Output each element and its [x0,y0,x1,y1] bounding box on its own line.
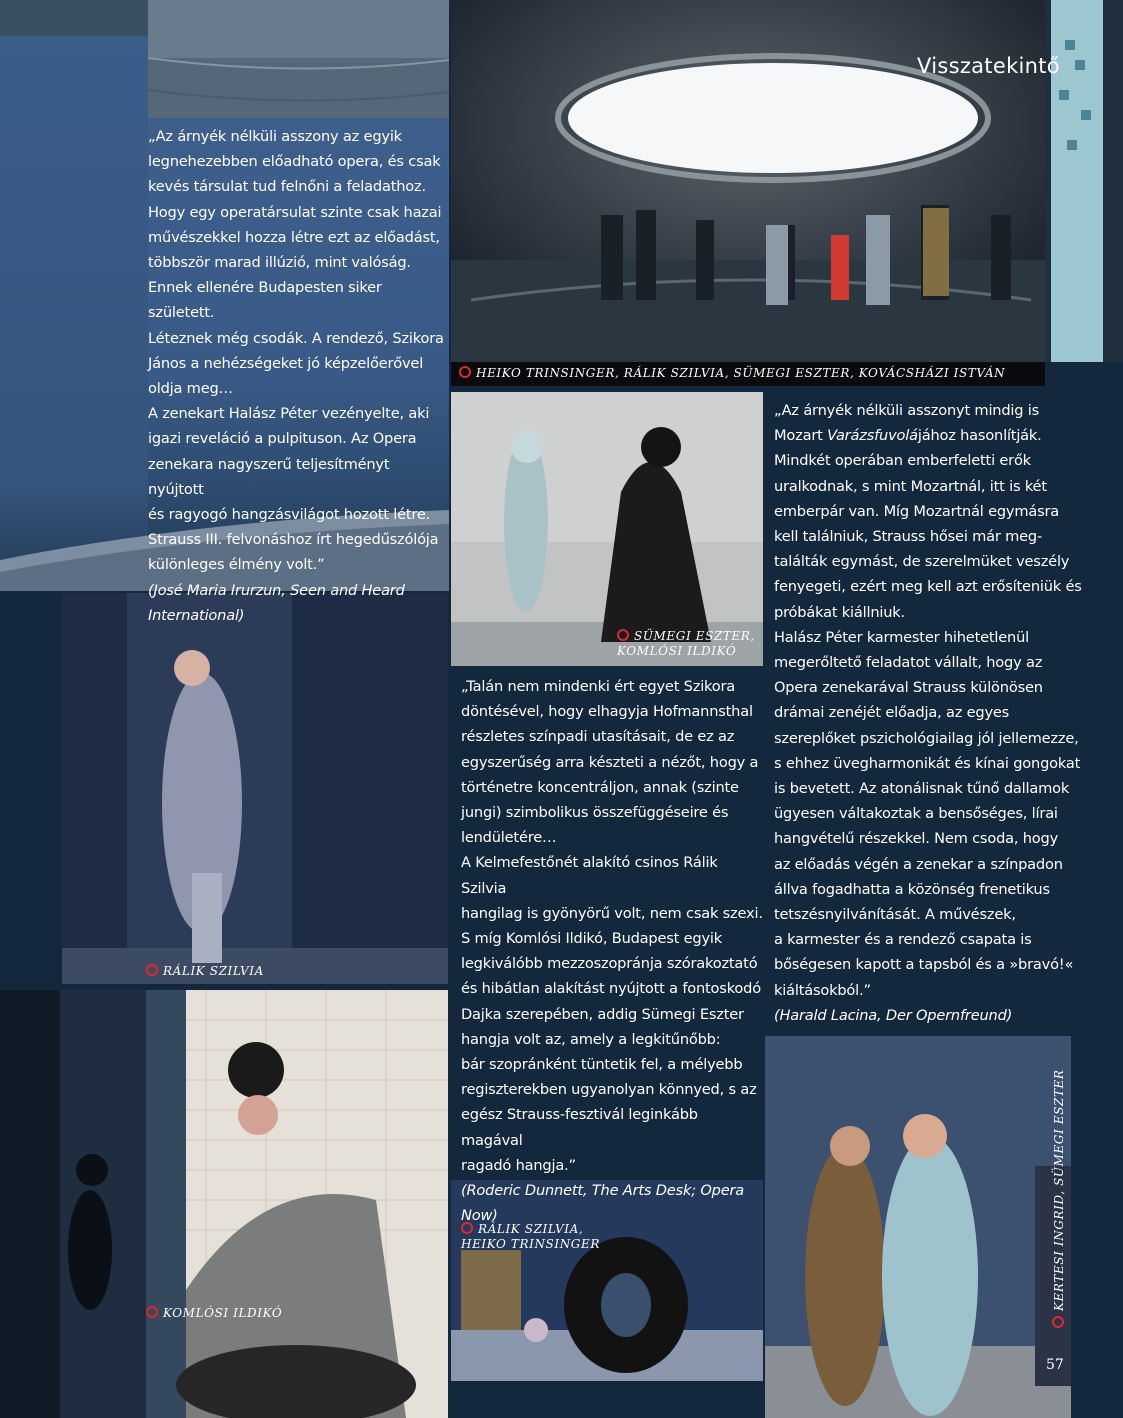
quote-line: s ehhez üvegharmonikát és kínai gongokat [774,754,1081,772]
caption-line: HEIKO TRINSINGER [461,1237,600,1251]
quote-line: Strauss III. felvonáshoz írt hegedűszólója [148,531,439,549]
photo-kertesi-sumegi [765,1036,1071,1418]
quote-line: S míg Komlósi Ildikó, Budapest egyik [461,930,723,948]
caption-text: SÜMEGI ESZTER, [634,629,755,643]
caption-bullet-icon [459,366,471,378]
quote-line: Opera zenekarával Strauss különösen [774,679,1043,697]
quote-line: uralkodnak, s mint Mozartnál, itt is két [774,477,1047,495]
caption-kertesi-sumegi [1052,1069,1067,1328]
photo-komlosi-ildiko [146,990,448,1418]
quote-line-with-title [774,423,1094,448]
quote-source: (José Maria Irurzun, Seen and Heard [148,581,405,599]
quote-line: Hogy egy operatársulat szinte csak hazai [148,203,442,221]
caption-ralik [146,964,264,979]
quote-line: János a nehézségeket jó képzelőerővel [148,354,424,372]
quote-line: megerőltető feladatot vállalt, hogy az [774,654,1043,672]
review-quote-irurzun [148,124,448,628]
quote-line: történetre koncentráljon, annak (szinte [461,778,739,796]
page-number: 57 [1046,1357,1064,1373]
caption-line [461,1222,600,1237]
quote-line: is bevetett. Az atonálisnak tűnő dallamok [774,780,1070,798]
quote-line: Ennek ellenére Budapesten siker született. [148,279,382,322]
caption-text: HEIKO TRINSINGER, RÁLIK SZILVIA, SÜMEGI ESZTER, KOVÁCSHÁZI ISTVÁN [476,366,1006,380]
caption-text: KERTESI INGRID, SÜMEGI ESZTER [1052,1069,1066,1311]
quote-line: legkiválóbb mezzoszopránja szórakoztató [461,955,758,973]
quote-line: és hibátlan alakítást nyújtott a fontoskodó [461,980,761,998]
quote-line: A zenekart Halász Péter vezényelte, aki [148,405,430,423]
quote-source: Now) [461,1207,498,1225]
quote-line: hangvételű részekkel. Nem csoda, hogy [774,830,1059,848]
caption-bullet-icon [461,1222,473,1234]
quote-line: egyszerűség arra készteti a nézőt, hogy a [461,753,759,771]
caption-bullet-icon [146,1306,158,1318]
quote-line: Halász Péter karmester hihetetlenül [774,628,1029,646]
caption-bullet-icon [617,629,629,641]
quote-line: lendületére… [461,829,557,847]
caption-bullet-icon [146,964,158,976]
quote-line: hangja volt az, amely a legkitűnőbb: [461,1030,721,1048]
quote-line: regiszterekben ugyanolyan könnyed, s az [461,1081,757,1099]
quote-line: döntésével, hogy elhagyja Hofmannsthal [461,703,753,721]
quote-line: igazi reveláció a pulpituson. Az Opera [148,430,417,448]
quote-line: próbákat kiállniuk. [774,603,905,621]
quote-line: hangilag is gyönyörű volt, nem csak szexi. [461,904,763,922]
photo-top-left-wall [148,0,449,118]
quote-line: a karmester és a rendező csapata is [774,931,1032,949]
caption-sumegi-komlosi [617,629,755,659]
review-quote-dunnett [461,674,763,1228]
quote-line: állva fogadhatta a közönség frenetikus [774,880,1050,898]
quote-line: legnehezebben előadható opera, és csak [148,153,441,171]
quote-line: jungi) szimbolikus összefüggéseire és [461,804,729,822]
caption-text: KOMLÓSI ILDIKÓ [163,1306,283,1320]
caption-line [617,629,755,644]
quote-line: egész Strauss-fesztivál leginkább magával [461,1106,698,1149]
caption-top-stage [459,366,1005,381]
quote-line: ügyesen váltakoztak a bensőséges, lírai [774,805,1058,823]
quote-line: az előadás végén a zenekar a színpadon [774,855,1063,873]
caption-komlosi [146,1306,282,1321]
quote-line: részletes színpadi utasításait, de ez az [461,728,735,746]
caption-text: RÁLIK SZILVIA [163,964,264,978]
quote-line: oldja meg… [148,380,233,398]
photo-ralik-szilvia [62,593,448,984]
photo-shadow-strip [0,990,146,1418]
quote-line: „Az árnyék nélküli asszonyt mindig is [774,402,1040,419]
quote-line: Mindkét operában emberfeletti erők [774,452,1031,470]
quote-line: kevés társulat tud felnőni a feladathoz. [148,178,426,196]
caption-text: RÁLIK SZILVIA, [478,1222,584,1236]
quote-line: „Az árnyék nélküli asszony az egyik [148,128,402,145]
caption-bullet-icon [1052,1316,1064,1328]
caption-line: KOMLÓSI ILDIKÓ [617,644,737,658]
quote-line: többször marad illúzió, mint valóság. [148,254,411,272]
quote-text: Mozart [774,427,828,445]
quote-line: „Talán nem mindenki ért egyet Szikora [461,678,736,695]
quote-source: International) [148,606,245,624]
quote-line: találták egymást, de szerelmüket veszély [774,553,1070,571]
quote-line: zenekara nagyszerű teljesítményt nyújtott [148,455,390,498]
quote-line: bár szopránként tüntetik fel, a mélyebb [461,1056,743,1074]
opera-title: Varázsfuvolá [827,427,918,445]
quote-line: ragadó hangja.” [461,1156,576,1174]
quote-line: Léteznek még csodák. A rendező, Szikora [148,329,444,347]
quote-line: kell találniuk, Strauss hősei már meg- [774,528,1043,546]
quote-line: Dajka szerepében, addig Sümegi Eszter [461,1005,744,1023]
quote-line: bőségesen kapott a tapsból és a »bravó!« [774,956,1074,974]
quote-line: emberpár van. Míg Mozartnál egymásra [774,502,1060,520]
review-quote-lacina [774,398,1094,1028]
quote-line: kiáltásokból.” [774,981,871,999]
quote-line: tetszésnyilvánítását. A művészek, [774,906,1016,924]
quote-text: jához hasonlítják. [917,427,1042,445]
photo-sumegi-komlosi [451,392,763,666]
quote-source: (Roderic Dunnett, The Arts Desk; Opera [461,1182,745,1200]
quote-source: (Harald Lacina, Der Opernfreund) [774,1006,1013,1024]
quote-line: művészekkel hozza létre ezt az előadást, [148,228,440,246]
quote-line: szereplőket pszichológiailag jól jellemezze, [774,729,1079,747]
quote-line: fenyegeti, ezért meg kell azt erősíteniük és [774,578,1082,596]
caption-ralik-heiko [461,1222,600,1252]
quote-line: különleges élmény volt.” [148,556,325,574]
quote-line: drámai zenéjét előadja, az egyes [774,704,1010,722]
section-title: Visszatekintő [917,54,1060,78]
quote-line: és ragyogó hangzásvilágot hozott létre. [148,506,431,524]
quote-line: A Kelmefestőnét alakító csinos Rálik Szilvia [461,854,718,897]
